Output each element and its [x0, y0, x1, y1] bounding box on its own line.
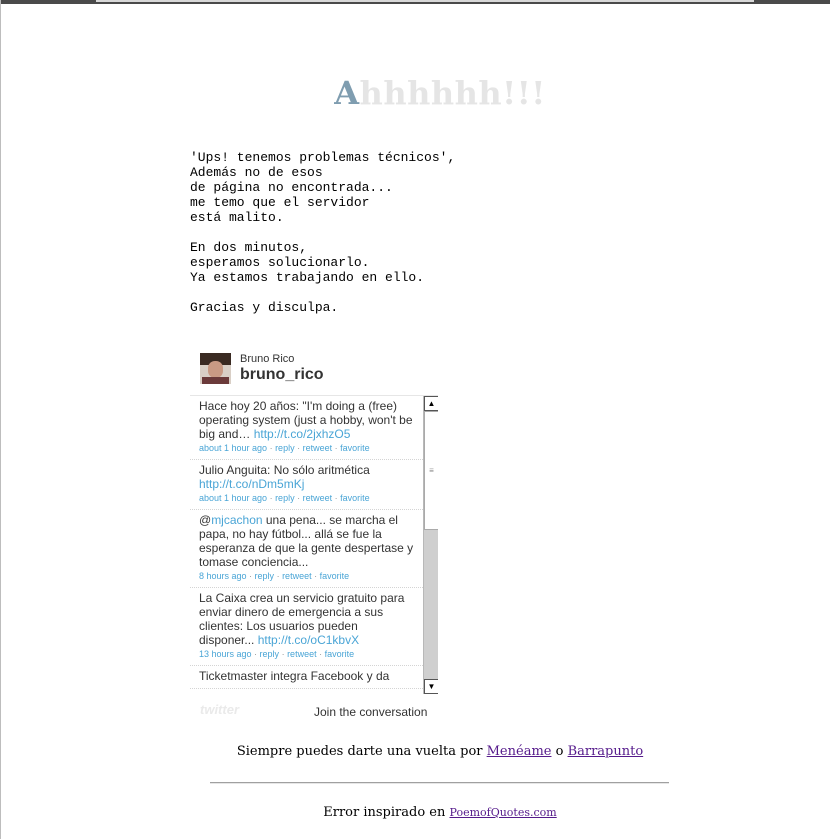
message-line: En dos minutos, [190, 240, 308, 255]
scroll-thumb[interactable]: ≡ [424, 411, 438, 530]
reply-link[interactable]: reply [259, 649, 280, 659]
widget-footer [190, 698, 442, 722]
timeline-scrollbar[interactable] [423, 396, 438, 694]
scroll-down-arrow-icon[interactable]: ▼ [424, 679, 438, 694]
tweet-text: Julio Anguita: No sólo aritmética http://t.co/nDm5mKj [199, 463, 370, 491]
tweet-time[interactable]: 8 hours ago [199, 571, 247, 581]
tweet-meta: 8 hours ago · reply · retweet · favorite [199, 571, 350, 581]
meneame-link[interactable]: Menéame [486, 744, 552, 759]
profile-real-name[interactable]: Bruno Rico [240, 353, 295, 365]
twitter-widget [190, 346, 442, 726]
message-line: Además no de esos [190, 165, 323, 180]
tweet-timeline[interactable] [190, 395, 438, 694]
tweet-link[interactable]: http://t.co/2jxhzO5 [253, 427, 351, 441]
favorite-link[interactable]: favorite [319, 571, 350, 581]
tweet-meta: about 1 hour ago · reply · retweet · favorite [199, 443, 370, 453]
tweet-meta: about 1 hour ago · reply · retweet · favorite [199, 493, 370, 503]
widget-header [190, 346, 442, 392]
tweet-time[interactable]: about 1 hour ago [199, 493, 268, 503]
tweet-text: @mjcachon una pena... se marcha el papa, no hay fútbol... allá se fue la esperanza de que la gente despertase y tomase conciencia... [199, 513, 414, 569]
join-conversation-link[interactable]: Join the conversation [314, 705, 428, 719]
reply-link[interactable]: reply [254, 571, 275, 581]
tweet-text: Hace hoy 20 años: "I'm doing a (free) operating system (just a hobby, won't be big and… http://t.co/2jxhzO5 [199, 399, 413, 441]
tweet-link[interactable]: http://t.co/oC1kbvX [257, 633, 360, 647]
top-bar-highlight [96, 0, 754, 2]
favorite-link[interactable]: favorite [340, 443, 370, 453]
retweet-link[interactable]: retweet [302, 443, 333, 453]
favorite-link[interactable]: favorite [340, 493, 370, 503]
message-line: Ya estamos trabajando en ello. [190, 270, 425, 285]
reply-link[interactable]: reply [275, 443, 295, 453]
retweet-link[interactable]: retweet [282, 571, 312, 581]
barrapunto-link[interactable]: Barrapunto [567, 744, 644, 759]
tweet-item [190, 396, 423, 460]
message-line: 'Ups! tenemos problemas técnicos', [190, 150, 456, 165]
profile-screen-name[interactable]: bruno_rico [240, 366, 324, 383]
tweet-item [190, 460, 423, 510]
page-title [0, 74, 830, 112]
left-edge-line [0, 0, 1, 839]
message-line: está malito. [190, 210, 284, 225]
tweet-item [190, 588, 423, 666]
title-rest: hhhhhh!!! [359, 74, 546, 112]
tweet-link[interactable]: http://t.co/nDm5mKj [199, 477, 305, 491]
reply-link[interactable]: reply [275, 493, 295, 503]
top-bar [0, 0, 830, 4]
retweet-link[interactable]: retweet [302, 493, 333, 503]
message-line: Gracias y disculpa. [190, 300, 339, 315]
favorite-link[interactable]: favorite [324, 649, 355, 659]
avatar[interactable] [200, 353, 231, 384]
divider [210, 782, 669, 784]
tweet-text: Ticketmaster integra Facebook y da [199, 669, 390, 683]
tweet-item [190, 510, 423, 588]
title-first-letter: A [334, 74, 360, 112]
suggestion-line: Siempre puedes darte una vuelta por Menéame o Barrapunto [236, 744, 644, 759]
retweet-link[interactable]: retweet [287, 649, 317, 659]
tweet-list [190, 396, 423, 689]
tweet-time[interactable]: 13 hours ago [199, 649, 252, 659]
scroll-up-arrow-icon[interactable]: ▲ [424, 396, 438, 411]
message-line: me temo que el servidor [190, 195, 370, 210]
tweet-meta: 13 hours ago · reply · retweet · favorite [199, 649, 355, 659]
tweet-time[interactable]: about 1 hour ago [199, 443, 268, 453]
twitter-logo-icon[interactable]: twitter [200, 702, 239, 717]
credit-line: Error inspirado en PoemofQuotes.com [323, 805, 557, 820]
tweet-mention[interactable]: mjcachon [211, 513, 263, 527]
tweet-item [190, 666, 423, 689]
poemofquotes-link[interactable]: PoemofQuotes.com [449, 806, 557, 819]
error-message [190, 150, 455, 315]
message-line: de página no encontrada... [190, 180, 393, 195]
message-line: esperamos solucionarlo. [190, 255, 370, 270]
tweet-text: La Caixa crea un servicio gratuito para enviar dinero de emergencia a sus clientes: Los usuarios pueden disponer... http://t.co/oC1kbvX [199, 591, 405, 647]
